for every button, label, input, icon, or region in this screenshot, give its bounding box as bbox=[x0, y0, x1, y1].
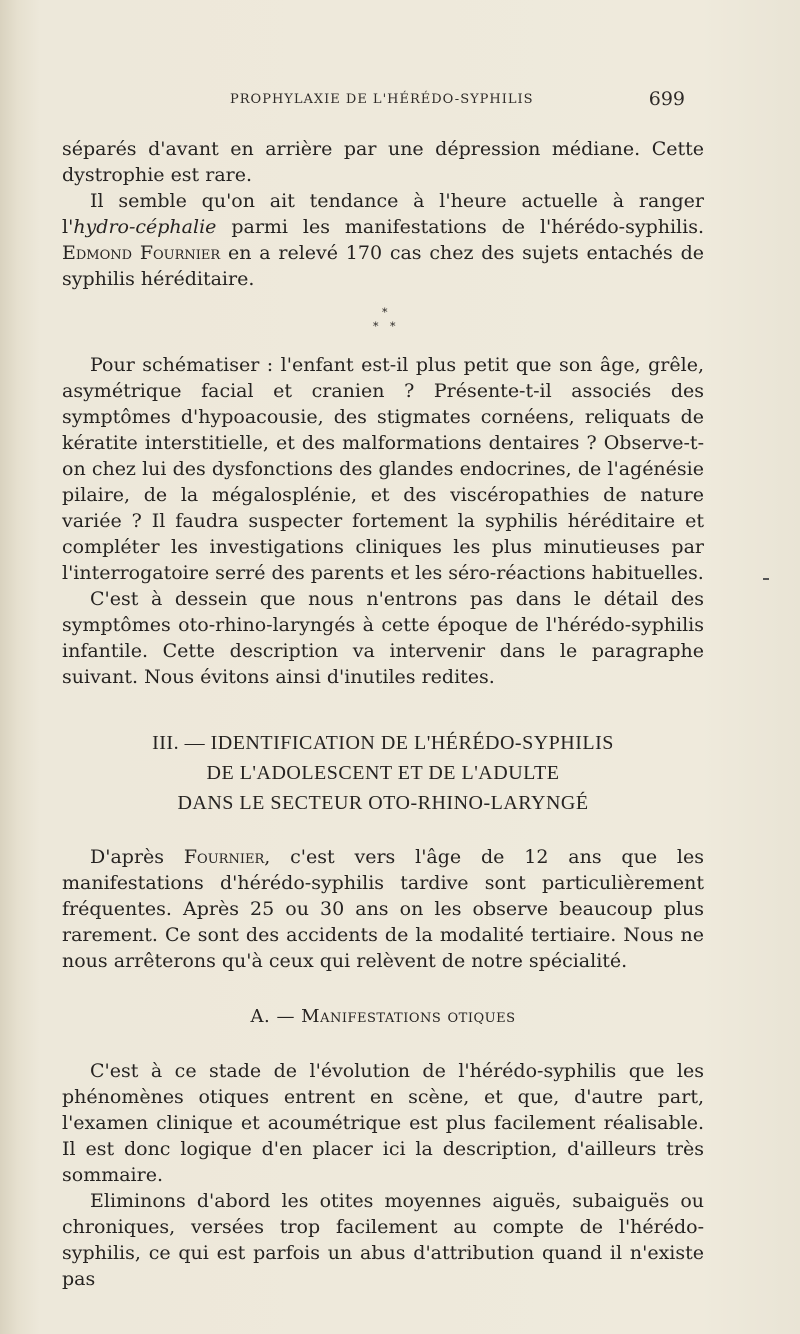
section-heading bbox=[62, 728, 704, 818]
paragraph-7: Eliminons d'abord les otites moyennes aiguës, subaiguës ou chroniques, versées trop facilement au compte de l'hérédo-syphilis, ce qui est parfois un abus d'attribution quand il n'existe pas bbox=[62, 1190, 704, 1290]
paragraph-5-text-b: , c'est vers l'âge de 12 ans que les manifestations d'hérédo-syphilis tardive sont particulièrement fréquentes. Après 25 ou 30 ans on les observe beaucoup plus rarement. Ce sont des accidents de la modalité tertiaire. Nous ne nous arrêterons qu'à ceux qui relèvent de notre spécialité. bbox=[62, 846, 704, 972]
subsection-prefix: A. — bbox=[250, 1006, 302, 1027]
paragraph-3: Pour schématiser : l'enfant est-il plus petit que son âge, grêle, asymétrique facial et cranien ? Présente-t-il associés des symptômes d'hypoacousie, des stigmates cornéens, reliquats de kératite interstitielle, et des malformations dentaires ? Observe-t-on chez lui des dysfonctions des glandes endocrines, de l'agénésie pilaire, de la mégalosplénie, et des viscéropathies de nature variée ? Il faudra suspecter fortement la syphilis héréditaire et compléter les investigations cliniques les plus minutieuses par l'interrogatoire serré des parents et les séro-réactions habituelles. bbox=[62, 354, 704, 584]
paragraph-1: séparés d'avant en arrière par une dépression médiane. Cette dystrophie est rare. bbox=[62, 138, 704, 186]
section-heading-line-1: III. — IDENTIFICATION DE L'HÉRÉDO-SYPHILIS bbox=[152, 732, 614, 754]
subsection-heading bbox=[62, 1004, 704, 1030]
paragraph-5-text-a: D'après bbox=[90, 846, 184, 868]
italic-term: hydro-céphalie bbox=[73, 216, 217, 238]
asterism-divider bbox=[62, 294, 704, 352]
author-name: Edmond Fournier bbox=[62, 242, 221, 264]
paragraph-5 bbox=[62, 844, 704, 974]
running-title: PROPHYLAXIE DE L'HÉRÉDO-SYPHILIS bbox=[230, 92, 534, 107]
paragraph-6: C'est à ce stade de l'évolution de l'hérédo-syphilis que les phénomènes otiques entrent en scène, et que, d'autre part, l'examen clinique et acoumétrique est plus facilement réalisable. Il est donc logique d'en placer ici la description, d'ailleurs très sommaire. bbox=[62, 1060, 704, 1186]
page-number: 699 bbox=[648, 88, 685, 110]
paragraph-4: C'est à dessein que nous n'entrons pas dans le détail des symptômes oto-rhino-laryngés à cette époque de l'hérédo-syphilis infantile. Cette description va intervenir dans le paragraphe suivant. Nous évitons ainsi d'inutiles redites. bbox=[62, 588, 704, 688]
paragraph-2-text-b: parmi les manifestations de l'hérédo-syphilis. bbox=[216, 216, 704, 238]
asterism-bottom: * * bbox=[373, 320, 400, 333]
paragraph-2 bbox=[62, 188, 704, 292]
section-heading-line-3: DANS LE SECTEUR OTO-RHINO-LARYNGÉ bbox=[177, 792, 589, 814]
section-heading-line-2: DE L'ADOLESCENT ET DE L'ADULTE bbox=[206, 762, 560, 784]
margin-mark bbox=[763, 578, 769, 580]
page-body bbox=[62, 136, 704, 1292]
author-name-2: Fournier bbox=[183, 846, 265, 868]
paragraph-2-text-c: en a relevé 170 cas chez des sujets entachés de syphilis héréditaire. bbox=[62, 242, 704, 290]
asterism-top: * bbox=[382, 306, 388, 319]
subsection-title: Manifestations otiques bbox=[301, 1006, 516, 1027]
paragraph-2-text-a: Il semble qu'on ait tendance à l'heure actuelle à ranger l' bbox=[62, 190, 704, 238]
